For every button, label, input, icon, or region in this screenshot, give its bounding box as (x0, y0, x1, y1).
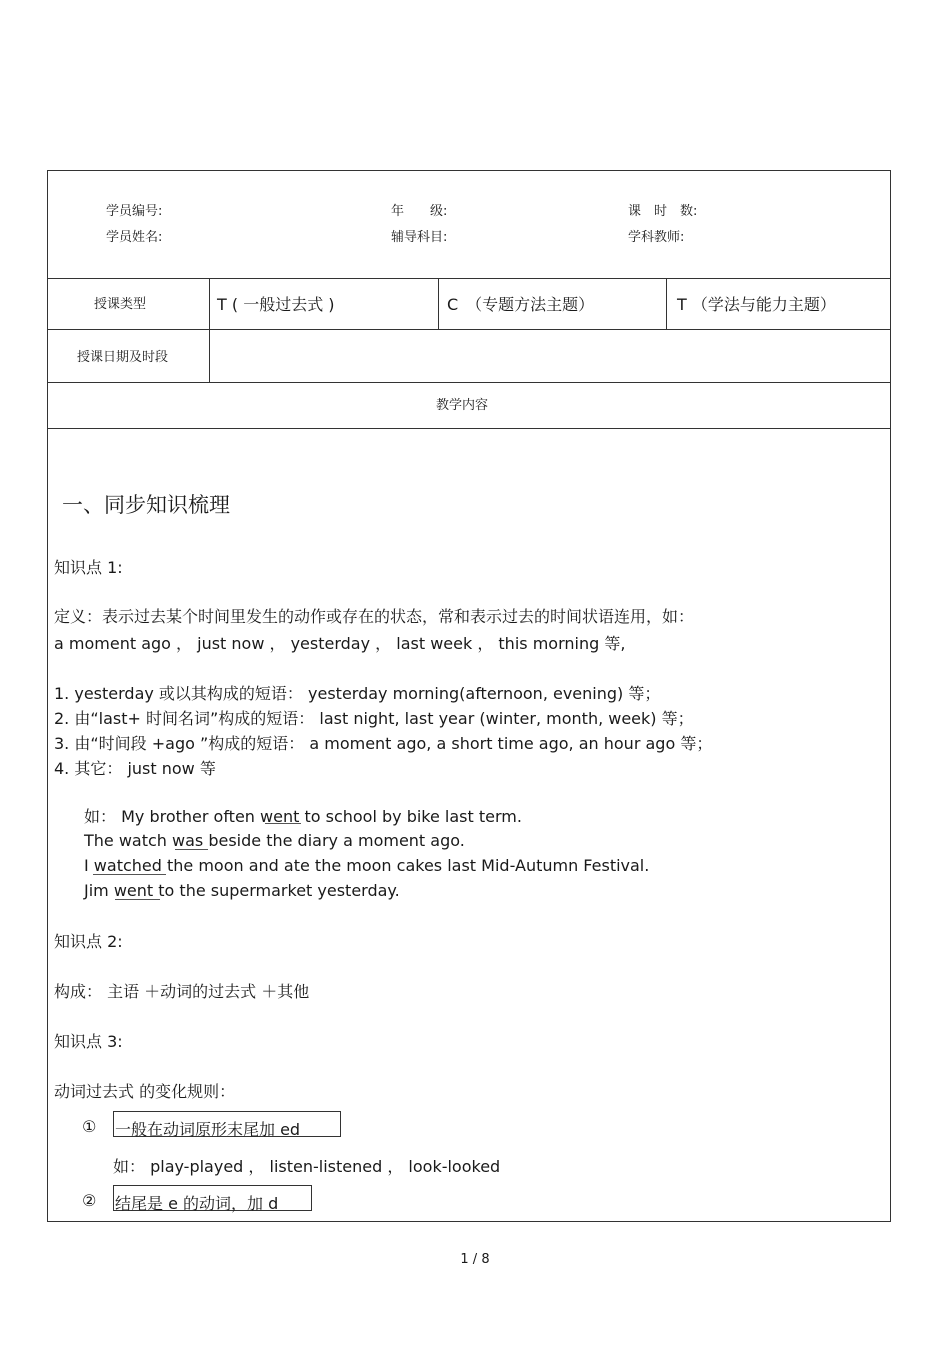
example-sentence: I watched the moon and ate the moon cakes last Mid-Autumn Festival. (84, 856, 650, 875)
student-name-label: 学员姓名: (106, 230, 163, 245)
list-item: 4. 其它： just now 等 (54, 759, 216, 778)
lesson-type-t2: T （学法与能力主题） (677, 295, 836, 314)
teacher-label: 学科教师: (628, 230, 685, 245)
kp1-heading: 知识点 1: (54, 558, 123, 577)
rule-example: 如： play-played ， listen-listened ， look-looked (113, 1157, 501, 1176)
content-label: 教学内容 (436, 398, 489, 413)
list-item: 3. 由“时间段 +ago ”构成的短语： a moment ago, a short time ago, an hour ago 等； (54, 734, 713, 753)
example-sentence: Jim went to the supermarket yesterday. (84, 881, 400, 900)
verb-underline (115, 899, 160, 900)
structure-text: 构成： 主语 ＋动词的过去式 ＋其他 (54, 982, 310, 1001)
row-divider (48, 382, 890, 383)
lesson-type-label: 授课类型 (94, 297, 147, 312)
rule-number: ② (82, 1191, 97, 1210)
verb-underline (265, 823, 301, 824)
col-divider (209, 278, 210, 382)
example-sentence: 如： My brother often went to school by bike last term. (84, 807, 522, 826)
date-label: 授课日期及时段 (77, 350, 169, 365)
list-item: 2. 由“last+ 时间名词”构成的短语： last night, last year (winter, month, week) 等； (54, 709, 694, 728)
definition-text: 定义：表示过去某个时间里发生的动作或存在的状态，常和表示过去的时间状语连用，如： (54, 607, 695, 626)
example-sentence: The watch was beside the diary a moment ago. (84, 831, 465, 850)
subject-label: 辅导科目: (391, 230, 448, 245)
student-id-label: 学员编号: (106, 204, 163, 219)
col-divider (666, 278, 667, 329)
kp2-heading: 知识点 2: (54, 932, 123, 951)
kp3-heading: 知识点 3: (54, 1032, 123, 1051)
verb-underline (175, 849, 208, 850)
rule-number: ① (82, 1117, 97, 1136)
page-number: 1 / 8 (460, 1252, 490, 1267)
verb-underline (93, 874, 166, 875)
lesson-type-c: C （专题方法主题） (447, 295, 595, 314)
rule-text: 一般在动词原形末尾加 ed (115, 1120, 301, 1139)
row-divider (48, 329, 890, 330)
row-divider (48, 428, 890, 429)
hours-label: 课 时 数: (628, 204, 698, 219)
definition-examples: a moment ago ， just now ， yesterday ， last week ， this morning 等, (54, 634, 626, 653)
grade-label: 年 级: (391, 204, 448, 219)
rule-text: 结尾是 e 的动词，加 d (115, 1194, 279, 1213)
row-divider (48, 278, 890, 279)
section-title: 一、同步知识梳理 (62, 493, 230, 517)
rules-title: 动词过去式 的变化规则： (54, 1082, 236, 1101)
col-divider (438, 278, 439, 329)
lesson-type-t1: T ( 一般过去式 ) (217, 295, 335, 314)
list-item: 1. yesterday 或以其构成的短语： yesterday morning(afternoon, evening) 等； (54, 684, 661, 703)
